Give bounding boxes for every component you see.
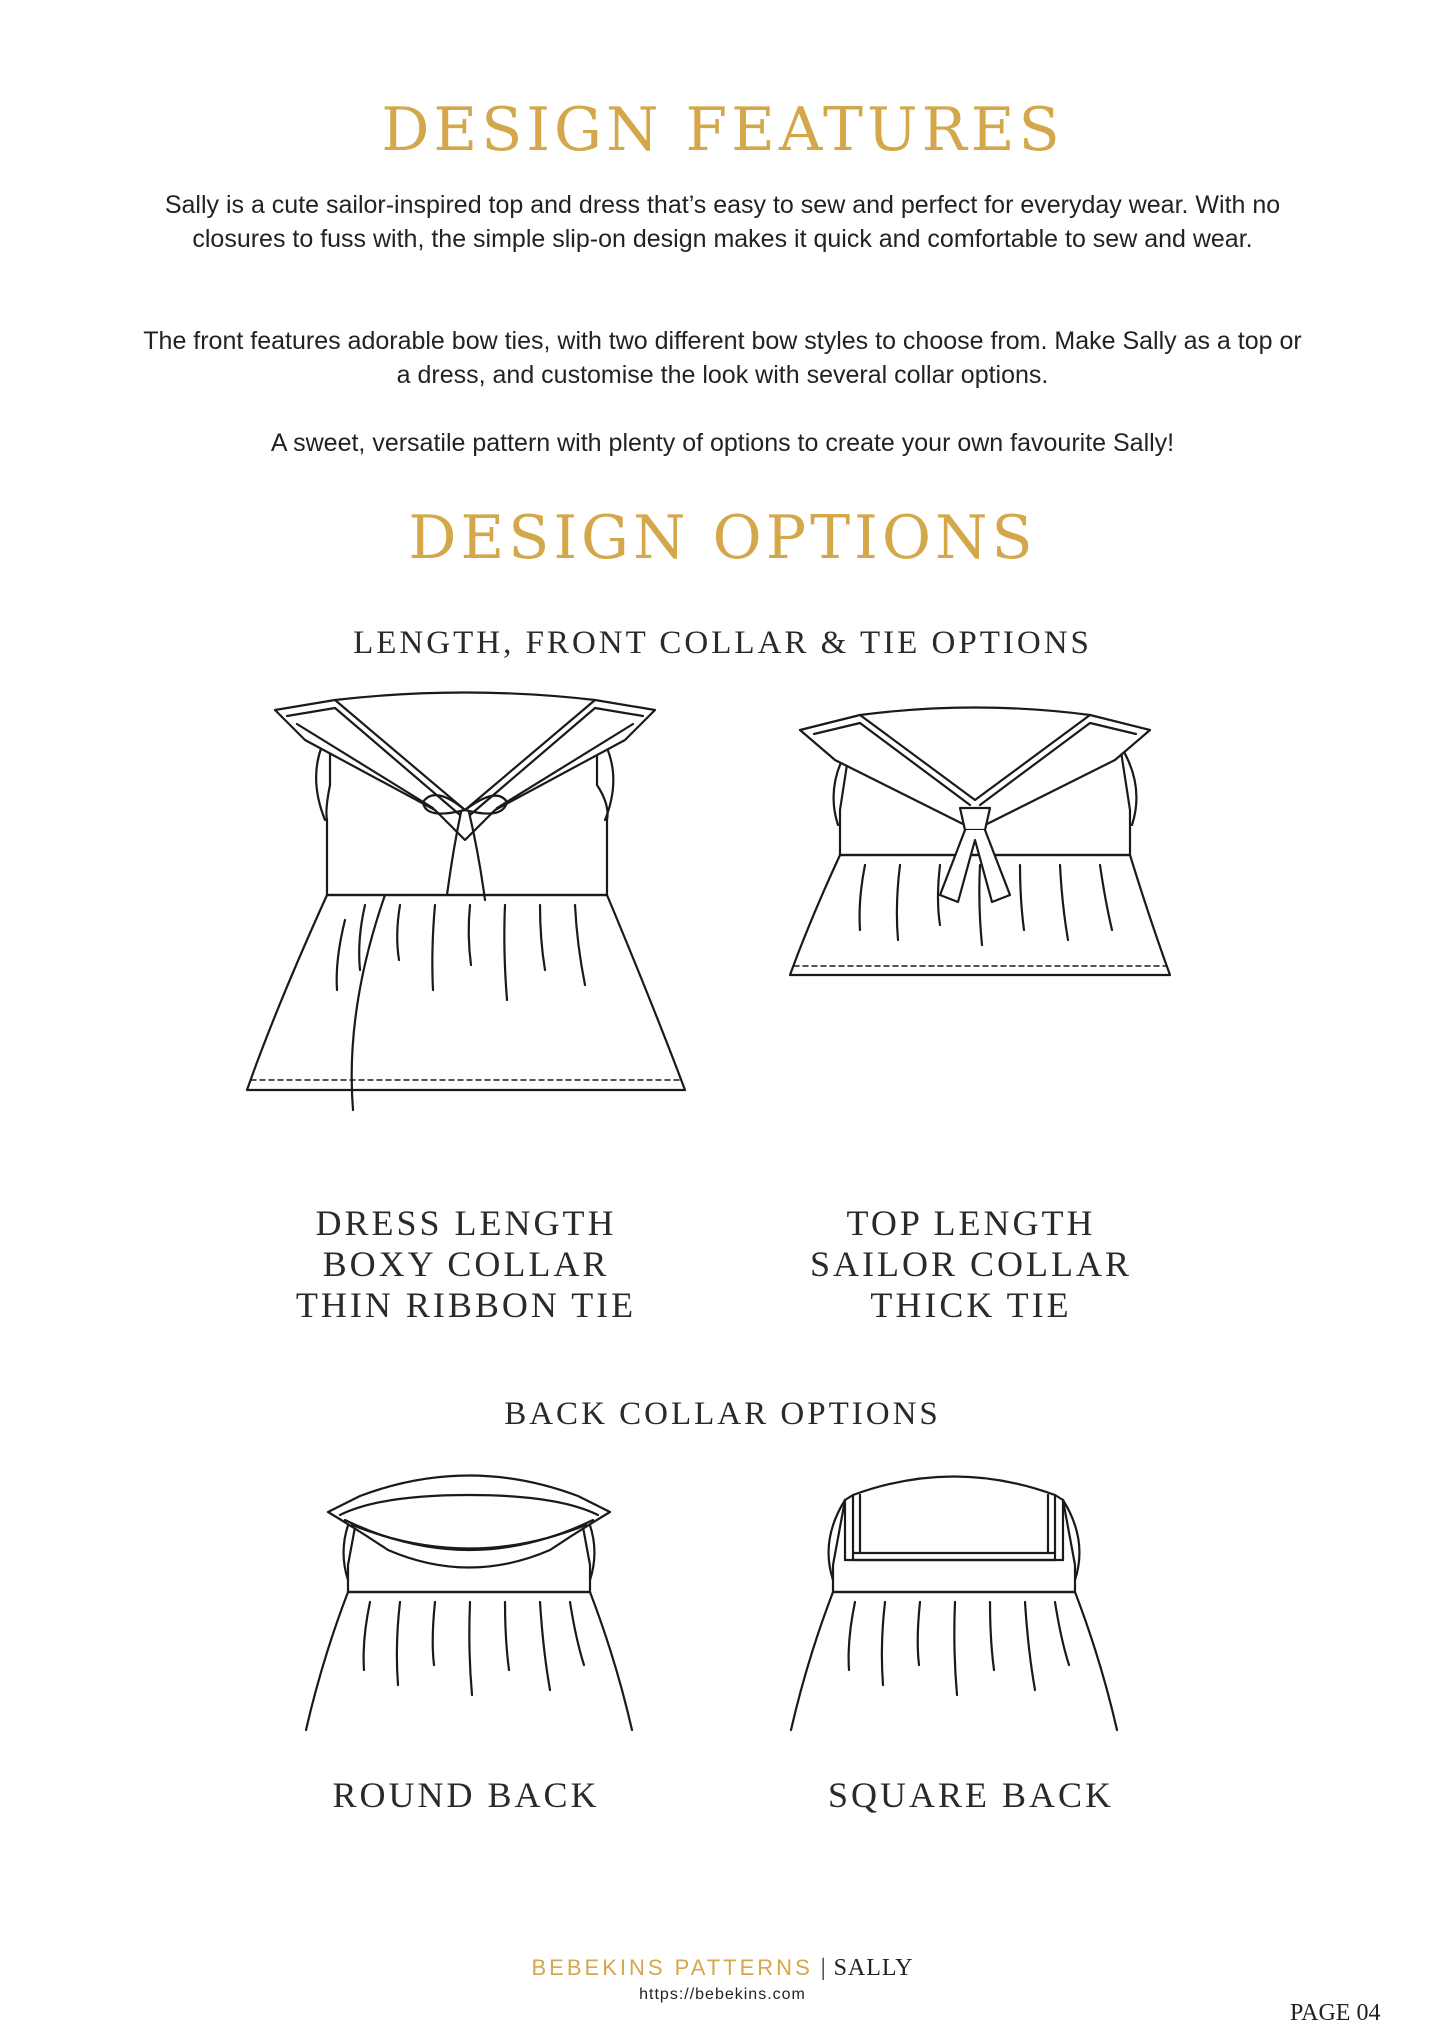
square-back-collar [853,1477,1055,1561]
caption-line: SAILOR COLLAR [809,1244,1132,1284]
page-number: PAGE 04 [1290,2000,1381,2026]
caption-line: DRESS LENGTH [315,1203,617,1243]
dress-option-caption [206,1203,726,1326]
brand-separator: | [820,1955,826,1981]
design-features-title: DESIGN FEATURES [381,95,1064,165]
caption-line: BOXY COLLAR [322,1244,610,1284]
caption-line: ROUND BACK [332,1775,600,1815]
footer-brand [0,1955,1445,1982]
square-back-caption [711,1775,1231,1816]
features-paragraph-1: Sally is a cute sailor-inspired top and dress that’s easy to sew and perfect for everyday wear. With no closures to fuss with, the simple slip-on design makes it quick and comfortable to sew and wear. [164,191,1281,253]
thick-tie [960,808,990,830]
round-back-caption [206,1775,726,1816]
dress-skirt [247,895,685,1090]
top-front-illustration [780,690,1200,1020]
brand-name: BEBEKINS PATTERNS [531,1955,813,1980]
website-url[interactable]: https://bebekins.com [639,1986,806,2003]
square-back-illustration [785,1460,1125,1760]
top-option-caption [711,1203,1231,1326]
round-back-illustration [300,1460,640,1760]
features-paragraph-3: A sweet, versatile pattern with plenty of options to create your own favourite Sally! [270,429,1175,457]
caption-line: TOP LENGTH [846,1203,1096,1243]
caption-line: THICK TIE [870,1285,1072,1325]
round-back-collar [328,1476,610,1568]
caption-line: SQUARE BACK [827,1775,1115,1815]
features-paragraph-2: The front features adorable bow ties, with two different bow styles to choose from. Make Sally as a top or a dress, and customise the look with several collar options. [143,327,1302,389]
back-options-heading: BACK COLLAR OPTIONS [504,1396,941,1432]
front-options-heading: LENGTH, FRONT COLLAR & TIE OPTIONS [353,625,1092,661]
caption-line: THIN RIBBON TIE [295,1285,637,1325]
design-options-title: DESIGN OPTIONS [408,503,1037,573]
pattern-name: SALLY [833,1955,914,1981]
dress-front-illustration [235,690,695,1150]
